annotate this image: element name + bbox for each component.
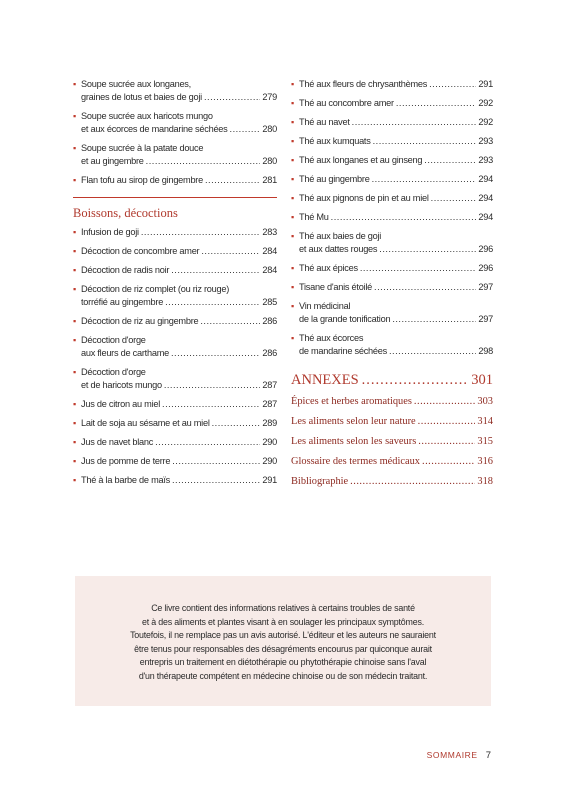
leader-dots [362,372,469,389]
toc-entry[interactable] [73,474,277,487]
toc-entry-text: Jus de navet blanc [81,437,154,447]
leader-dots [171,264,260,277]
toc-entry[interactable] [73,366,277,392]
bullet-icon: ▪ [291,155,294,165]
leader-dots [164,379,261,392]
leader-dots [162,398,260,411]
annex-entry-text: Bibliographie [291,476,349,487]
toc-entry[interactable] [291,173,493,186]
toc-entry[interactable] [291,332,493,358]
leader-dots [418,435,475,448]
toc-entry[interactable] [73,315,277,328]
toc-entry[interactable] [291,116,493,129]
bullet-icon: ▪ [291,117,294,127]
toc-entry[interactable] [291,135,493,148]
page-number: 7 [485,750,491,761]
toc-entry-text: et au gingembre [81,156,144,166]
toc-page-number: 294 [478,193,493,203]
toc-entry[interactable] [73,110,277,136]
leader-dots [360,262,477,275]
page-footer [380,750,491,761]
leader-dots [431,192,477,205]
leader-dots [146,155,261,168]
bullet-icon: ▪ [291,301,294,311]
toc-entry[interactable] [73,78,277,104]
toc-entry-text: Jus de citron au miel [81,399,161,409]
toc-entry-text: de mandarine séchées [299,346,387,356]
toc-page-number: 280 [262,124,277,134]
toc-entry[interactable] [73,245,277,258]
annex-page-number: 303 [477,396,493,407]
bullet-icon: ▪ [291,193,294,203]
leader-dots [414,395,476,408]
toc-page-number: 291 [262,475,277,485]
annex-entry-text: Les aliments selon leur nature [291,416,416,427]
annex-entry[interactable] [291,435,493,448]
toc-page-number: 287 [262,380,277,390]
bullet-icon: ▪ [73,246,76,256]
bullet-icon: ▪ [73,143,76,153]
toc-entry-text: torréfié au gingembre [81,297,164,307]
bullet-icon: ▪ [291,212,294,222]
toc-page-number: 286 [262,348,277,358]
footer-section-label: SOMMAIRE [426,750,478,760]
toc-page-number: 280 [262,156,277,166]
disclaimer-text [75,576,491,683]
toc-page-number: 283 [262,227,277,237]
toc-left-column [73,78,277,493]
toc-entry-text: Décoction de riz complet (ou riz rouge) [81,284,230,294]
annex-page-number: 316 [477,456,493,467]
toc-page-number: 292 [478,117,493,127]
toc-entry-text: Thé au navet [299,117,350,127]
toc-entry[interactable] [291,281,493,294]
toc-page-number: 293 [478,136,493,146]
bullet-icon: ▪ [291,282,294,292]
toc-page-number: 279 [262,92,277,102]
leader-dots [372,173,477,186]
annex-entry[interactable] [291,455,493,468]
toc-entries-section [73,226,277,487]
toc-entry-text: Flan tofu au sirop de gingembre [81,175,203,185]
leader-dots [165,296,260,309]
toc-entry-text: Thé Mu [299,212,329,222]
leader-dots [331,211,477,224]
bullet-icon: ▪ [73,227,76,237]
toc-page-number: 292 [478,98,493,108]
toc-entry[interactable] [73,417,277,430]
toc-entry-text: graines de lotus et baies de goji [81,92,202,102]
bullet-icon: ▪ [73,111,76,121]
bullet-icon: ▪ [291,79,294,89]
leader-dots [379,243,476,256]
leader-dots [230,123,261,136]
bullet-icon: ▪ [291,136,294,146]
annex-entry[interactable] [291,395,493,408]
annex-entries [291,395,493,488]
disclaimer-line: et à des aliments et plantes visant à en soulager les principaux symptômes. [142,616,424,627]
annex-entry-text: Glossaire des termes médicaux [291,456,420,467]
toc-entry-text: de la grande tonification [299,314,391,324]
toc-entry[interactable] [73,174,277,187]
disclaimer-line: être tenus pour responsables des désagréments encourus par quiconque aurait [134,643,432,654]
bullet-icon: ▪ [73,265,76,275]
bullet-icon: ▪ [291,333,294,343]
leader-dots [171,347,260,360]
toc-entries-right [291,78,493,358]
toc-entry-text: Décoction d'orge [81,367,146,377]
leader-dots [141,226,261,239]
toc-entry-text: Thé aux pignons de pin et au miel [299,193,429,203]
annex-entry-text: Les aliments selon les saveurs [291,436,417,447]
annex-entry[interactable] [291,415,493,428]
bullet-icon: ▪ [291,174,294,184]
section-title: Boissons, décoctions [73,206,178,220]
annex-page-number: 315 [477,436,493,447]
toc-entry-text: Soupe sucrée aux haricots mungo [81,111,213,121]
toc-page-number: 297 [478,314,493,324]
toc-entry-text: Thé aux écorces [299,333,364,343]
leader-dots [350,475,475,488]
toc-page-number: 284 [262,246,277,256]
leader-dots [424,154,476,167]
bullet-icon: ▪ [73,79,76,89]
toc-page-number: 296 [478,263,493,273]
leader-dots [429,78,476,91]
bullet-icon: ▪ [73,437,76,447]
toc-entry-text: et aux dattes rouges [299,244,378,254]
bullet-icon: ▪ [73,418,76,428]
bullet-icon: ▪ [73,456,76,466]
disclaimer-line: d'un thérapeute compétent en médecine chinoise ou de son médecin traitant. [138,670,428,681]
bullet-icon: ▪ [291,231,294,241]
disclaimer-box [75,576,491,706]
toc-entry-text: Thé aux fleurs de chrysanthèmes [299,79,428,89]
toc-page-number: 284 [262,265,277,275]
leader-dots [389,345,476,358]
toc-entry[interactable] [73,142,277,168]
leader-dots [374,281,476,294]
toc-page-number: 285 [262,297,277,307]
leader-dots [204,91,260,104]
toc-page-number: 286 [262,316,277,326]
toc-entry-text: Tisane d'anis étoilé [299,282,373,292]
disclaimer-line: Ce livre contient des informations relatives à certains troubles de santé [151,603,415,613]
toc-entry[interactable] [291,192,493,205]
leader-dots [155,436,260,449]
toc-entry-text: Lait de soja au sésame et au miel [81,418,210,428]
toc-entries-top [73,78,277,187]
leader-dots [201,245,260,258]
annex-entry[interactable] [291,475,493,488]
leader-dots [396,97,477,110]
toc-entry-text: Thé au concombre amer [299,98,394,108]
toc-entry-text: Vin médicinal [299,301,351,311]
toc-page-number: 297 [478,282,493,292]
annexes-title: ANNEXES [291,372,359,388]
leader-dots [200,315,260,328]
annex-entry-text: Épices et herbes aromatiques [291,396,412,407]
disclaimer-line: entrepris un traitement en diétothérapie ou phytothérapie chinoise sans l'aval [139,657,427,667]
annexes-page: 301 [471,372,493,388]
leader-dots [373,135,477,148]
bullet-icon: ▪ [291,98,294,108]
leader-dots [392,313,476,326]
toc-entry[interactable] [291,230,493,256]
toc-entry-text: Soupe sucrée à la patate douce [81,143,204,153]
toc-page-number: 293 [478,155,493,165]
toc-entry[interactable] [73,398,277,411]
toc-page-number: 291 [478,79,493,89]
toc-page-number: 287 [262,399,277,409]
toc-entry-text: et de haricots mungo [81,380,162,390]
leader-dots [352,116,477,129]
toc-entry-text: Décoction de concombre amer [81,246,200,256]
toc-entry[interactable] [73,283,277,309]
toc-entry-text: Thé aux baies de goji [299,231,382,241]
toc-entry[interactable] [291,211,493,224]
toc-page-number: 296 [478,244,493,254]
toc-page-number: 289 [262,418,277,428]
annex-page-number: 314 [477,416,493,427]
bullet-icon: ▪ [73,316,76,326]
toc-entry[interactable] [291,154,493,167]
toc-entry-text: Thé aux kumquats [299,136,371,146]
bullet-icon: ▪ [73,175,76,185]
bullet-icon: ▪ [73,367,76,377]
toc-entry-text: Thé aux épices [299,263,358,273]
toc-entry-text: aux fleurs de carthame [81,348,169,358]
toc-page-number: 294 [478,212,493,222]
toc-entry[interactable] [73,226,277,239]
toc-page-number: 290 [262,456,277,466]
toc-entry-text: Jus de pomme de terre [81,456,171,466]
toc-entry[interactable] [291,78,493,91]
toc-entry-text: et aux écorces de mandarine séchées [81,124,228,134]
toc-entry-text: Décoction d'orge [81,335,146,345]
toc-entry-text: Décoction de radis noir [81,265,170,275]
toc-right-column [291,78,493,495]
bullet-icon: ▪ [73,399,76,409]
leader-dots [418,415,476,428]
toc-page-number: 294 [478,174,493,184]
leader-dots [172,474,260,487]
leader-dots [422,455,475,468]
leader-dots [205,174,260,187]
bullet-icon: ▪ [73,475,76,485]
toc-page-number: 298 [478,346,493,356]
annex-page-number: 318 [477,476,493,487]
toc-entry-text: Soupe sucrée aux longanes, [81,79,191,89]
toc-entry[interactable] [291,262,493,275]
toc-entry[interactable] [291,97,493,110]
toc-entry[interactable] [73,334,277,360]
leader-dots [212,417,261,430]
toc-entry[interactable] [73,436,277,449]
toc-entry-text: Thé aux longanes et au ginseng [299,155,423,165]
bullet-icon: ▪ [291,263,294,273]
toc-entry[interactable] [291,300,493,326]
toc-entry-text: Thé au gingembre [299,174,370,184]
leader-dots [172,455,260,468]
disclaimer-line: Toutefois, il ne remplace pas un avis autorisé. L'éditeur et les auteurs ne sauraient [130,630,436,640]
annexes-heading[interactable] [291,372,493,389]
toc-entry[interactable] [73,455,277,468]
toc-entry-text: Infusion de goji [81,227,139,237]
bullet-icon: ▪ [73,284,76,294]
toc-page-number: 290 [262,437,277,447]
toc-entry[interactable] [73,264,277,277]
bullet-icon: ▪ [73,335,76,345]
toc-entry-text: Décoction de riz au gingembre [81,316,199,326]
toc-page-number: 281 [262,175,277,185]
section-divider [73,197,277,198]
toc-entry-text: Thé à la barbe de maïs [81,475,170,485]
